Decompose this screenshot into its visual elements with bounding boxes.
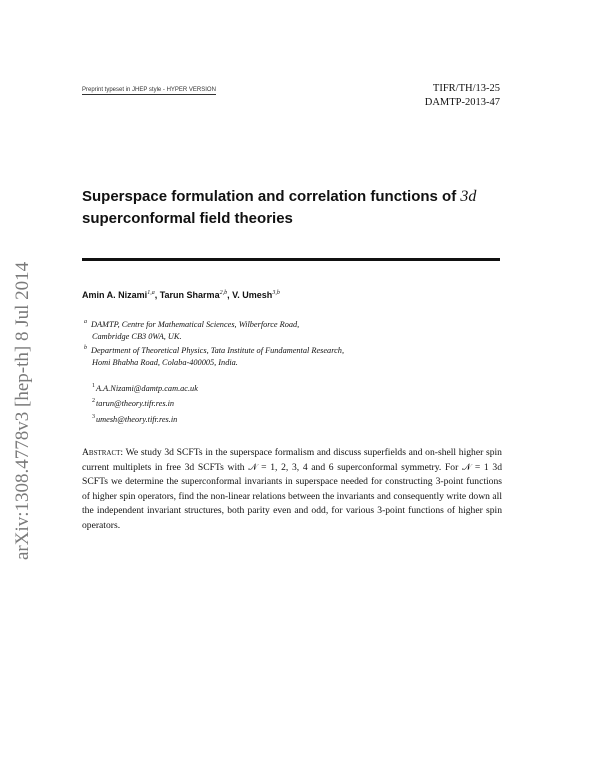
affiliation-line: Cambridge CB3 0WA, UK. [92, 331, 182, 341]
author-affil-marker: 1,a [147, 290, 155, 296]
email-list [92, 380, 198, 426]
arxiv-stamp-text: arXiv:1308.4778v3 [hep-th] 8 Jul 2014 [12, 261, 33, 560]
title-part-1: Superspace formulation and correlation functions of [82, 188, 461, 205]
author-name: V. Umesh [232, 290, 273, 300]
email-address[interactable]: A.A.Nizami@damtp.cam.ac.uk [96, 383, 198, 393]
author-name: Amin A. Nizami [82, 290, 148, 300]
author-affil-marker: 3,b [272, 290, 280, 296]
abstract-text: We study 3d SCFTs in the superspace formalism and discuss superfields and on-shell higher spin current multiplets in free 3d SCFTs with 𝒩 = 1, 2, 3, 4 and 6 superconformal symmetry. For 𝒩 = 1 3d SCFTs we determine the superconformal invariants in superspace needed for constructing 3-point functions of higher spin operators, find the non-linear relations between the invariants and consequently write down all the independent invariant structures, both parity even and odd, for various 3-point functions of higher spin operators. [82, 447, 502, 531]
affiliation-line: DAMTP, Centre for Mathematical Sciences, Wilberforce Road, [91, 319, 300, 329]
affiliation-a [84, 316, 492, 343]
title-rule [82, 258, 500, 261]
affiliation-b [84, 342, 492, 369]
author-separator: , [227, 290, 230, 300]
report-numbers [425, 82, 500, 110]
affiliation-label: a [84, 319, 87, 325]
author-separator: , [154, 290, 158, 300]
affiliation-line: Homi Bhabha Road, Colaba-400005, India. [92, 357, 238, 367]
email-address[interactable]: tarun@theory.tifr.res.in [96, 399, 175, 409]
abstract [82, 446, 502, 533]
abstract-label: Abstract: [82, 447, 124, 458]
email-number: 1 [92, 383, 95, 389]
email-number: 3 [92, 413, 95, 420]
author-list [82, 290, 280, 300]
paper-title [82, 186, 512, 230]
affiliation-line: Department of Theoretical Physics, Tata Institute of Fundamental Research, [91, 345, 345, 355]
report-number-damtp: DAMTP-2013-47 [424, 97, 500, 108]
author-affil-marker: 2,b [219, 290, 228, 296]
report-number-tifr: TIFR/TH/13-25 [432, 83, 500, 94]
affiliation-label: b [84, 345, 87, 351]
arxiv-stamp-graphic [2, 152, 36, 562]
arxiv-side-stamp [2, 152, 36, 562]
email-address[interactable]: umesh@theory.tifr.res.in [96, 414, 178, 424]
title-math-3d: 3d [460, 188, 477, 205]
title-part-2: superconformal field theories [82, 210, 293, 227]
author-name: Tarun Sharma [159, 290, 220, 300]
email-number: 2 [92, 398, 95, 405]
preprint-note: Preprint typeset in JHEP style - HYPER VERSION [82, 87, 216, 93]
